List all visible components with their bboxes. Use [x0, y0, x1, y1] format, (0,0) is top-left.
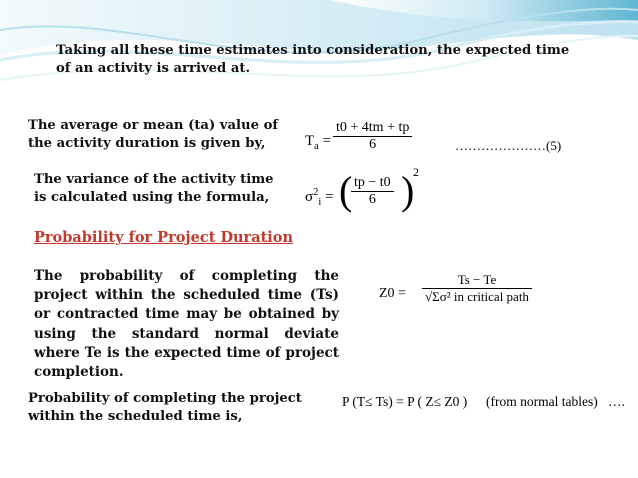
z-denominator: √Σσ² in critical path — [425, 289, 529, 304]
variance-denominator: 6 — [368, 192, 376, 207]
intro-text: Taking all these time estimates into consideration, the expected time of an activity is arrived at. — [56, 43, 570, 76]
final-formula — [336, 389, 626, 415]
variance-description: The variance of the activity time is calculated using the formula, — [34, 172, 274, 205]
equation-ref: …………………(5) — [455, 138, 562, 153]
final-description: Probability of completing the project within the scheduled time is, — [28, 391, 302, 424]
z-numerator: Ts − Te — [422, 272, 532, 289]
mean-lhs-sub: a — [314, 141, 319, 152]
mean-formula: $T_a$ = $\frac{t0 + 4tm + tp}{6}$ — [293, 116, 413, 166]
variance-exponent: 2 — [413, 165, 419, 179]
z-formula — [367, 266, 537, 322]
final-trail: …. — [608, 394, 625, 409]
mean-denominator: 6 — [369, 137, 377, 152]
final-note: (from normal tables) — [486, 394, 598, 409]
mean-numerator: t0 + 4tm + tp — [333, 120, 412, 137]
probability-description: The probability of completing the project within the scheduled time (Ts) or contracted time may be obtained by using the standard normal deviate where Te is the expected time of project completion. — [34, 268, 339, 381]
variance-lhs: σ — [305, 189, 314, 205]
variance-formula: $\sigma^2_i$ = ( $\frac{tp - t0}{6}$ ) 2 — [301, 163, 421, 225]
z-lhs: Z0 = — [379, 286, 406, 301]
variance-numerator: tp − t0 — [351, 175, 394, 192]
section-heading: Probability for Project Duration — [34, 229, 294, 246]
mean-description: The average or mean (ta) value of the activity duration is given by, — [28, 118, 279, 151]
mean-lhs: T — [305, 133, 315, 149]
final-expression: P (T≤ Ts) = P ( Z≤ Z0 ) — [342, 394, 468, 409]
